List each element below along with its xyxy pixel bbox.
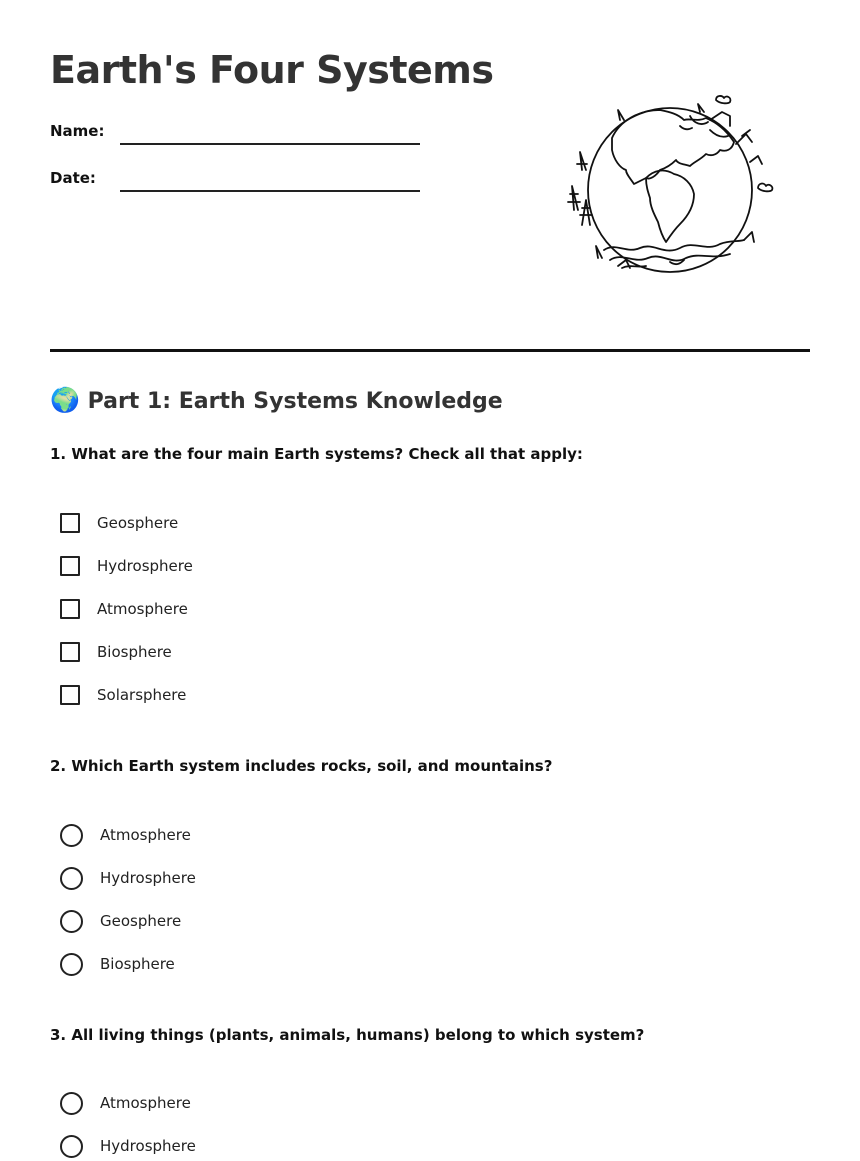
checkbox-icon[interactable]	[60, 685, 80, 705]
radio-icon[interactable]	[60, 953, 83, 976]
checkbox-icon[interactable]	[60, 642, 80, 662]
option-label: Geosphere	[100, 912, 182, 930]
q1-option-atmosphere[interactable]	[60, 597, 188, 621]
q2-option-atmosphere[interactable]	[60, 823, 191, 847]
section-heading	[50, 386, 503, 414]
name-label: Name:	[50, 122, 105, 140]
section-title-text: Part 1: Earth Systems Knowledge	[87, 389, 503, 414]
option-label: Hydrosphere	[100, 1137, 196, 1155]
globe-emoji-icon: 🌍	[50, 386, 80, 414]
q2-option-biosphere[interactable]	[60, 952, 175, 976]
radio-icon[interactable]	[60, 1092, 83, 1115]
option-label: Solarsphere	[97, 686, 187, 704]
radio-icon[interactable]	[60, 867, 83, 890]
q3-option-hydrosphere[interactable]	[60, 1134, 196, 1158]
radio-icon[interactable]	[60, 824, 83, 847]
option-label: Hydrosphere	[100, 869, 196, 887]
page-title: Earth's Four Systems	[50, 48, 494, 92]
earth-globe-illustration	[560, 90, 780, 280]
option-label: Atmosphere	[100, 1094, 191, 1112]
question-3: 3. All living things (plants, animals, humans) belong to which system?	[50, 1026, 645, 1044]
option-label: Biosphere	[100, 955, 175, 973]
option-label: Geosphere	[97, 514, 179, 532]
checkbox-icon[interactable]	[60, 556, 80, 576]
checkbox-icon[interactable]	[60, 599, 80, 619]
question-1: 1. What are the four main Earth systems? Check all that apply:	[50, 445, 583, 463]
radio-icon[interactable]	[60, 910, 83, 933]
q2-option-geosphere[interactable]	[60, 909, 181, 933]
date-label: Date:	[50, 169, 96, 187]
option-label: Hydrosphere	[97, 557, 193, 575]
q1-option-geosphere[interactable]	[60, 511, 178, 535]
q1-option-biosphere[interactable]	[60, 640, 172, 664]
question-2: 2. Which Earth system includes rocks, soil, and mountains?	[50, 757, 553, 775]
option-label: Atmosphere	[100, 826, 191, 844]
q2-option-hydrosphere[interactable]	[60, 866, 196, 890]
checkbox-icon[interactable]	[60, 513, 80, 533]
date-input-line[interactable]	[120, 190, 420, 192]
q1-option-solarsphere[interactable]	[60, 683, 186, 707]
option-label: Atmosphere	[97, 600, 188, 618]
section-divider	[50, 349, 810, 352]
option-label: Biosphere	[97, 643, 172, 661]
q3-option-atmosphere[interactable]	[60, 1091, 191, 1115]
radio-icon[interactable]	[60, 1135, 83, 1158]
name-input-line[interactable]	[120, 143, 420, 145]
q1-option-hydrosphere[interactable]	[60, 554, 193, 578]
